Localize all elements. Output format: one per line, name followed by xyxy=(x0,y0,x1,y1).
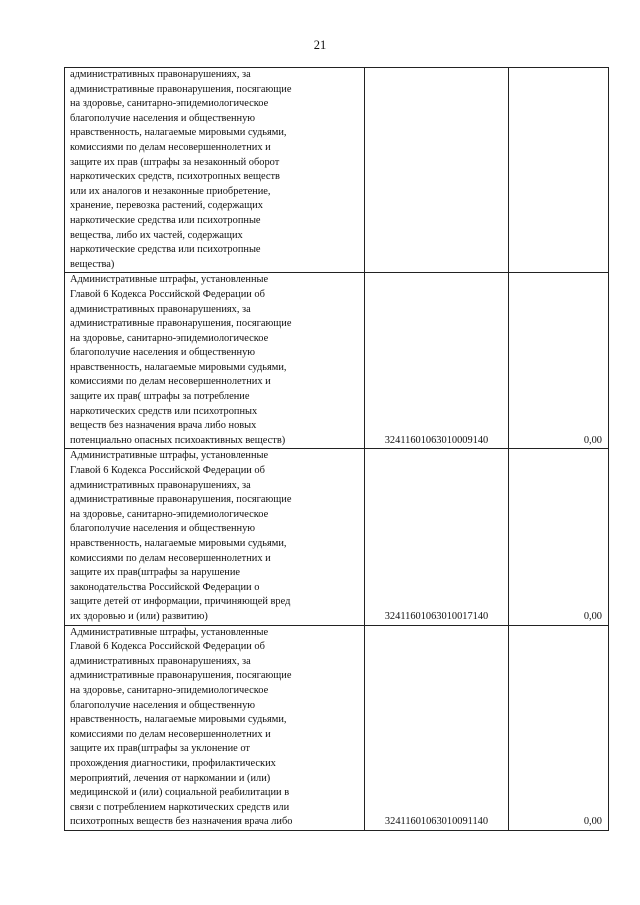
amount-cell: 0,00 xyxy=(509,625,609,830)
budget-revenue-table xyxy=(64,67,609,831)
page-number: 21 xyxy=(313,38,327,52)
description-line: комиссиями по делам несовершеннолетних и xyxy=(70,552,271,564)
description-line: защите их прав(штрафы за уклонение от xyxy=(70,743,250,755)
description-line: мероприятий, лечения от наркомании и (или) xyxy=(70,772,271,784)
description-line: вещества) xyxy=(70,258,115,270)
revenue-description-cell xyxy=(65,273,365,449)
description-line: потенциально опасных психоактивных веществ) xyxy=(70,434,286,446)
description-line: защите их прав(штрафы за нарушение xyxy=(70,567,240,579)
description-line: административные правонарушения, посягающие xyxy=(70,83,292,95)
description-line: законодательства Российской Федерации о xyxy=(70,581,260,593)
description-line: административных правонарушениях, за xyxy=(70,479,251,491)
description-line: на здоровье, санитарно-эпидемиологическое xyxy=(70,98,269,110)
description-line: Главой 6 Кодекса Российской Федерации об xyxy=(70,288,265,300)
description-line: Административные штрафы, установленные xyxy=(70,626,269,638)
description-line: медицинской и (или) социальной реабилитации в xyxy=(70,787,290,799)
amount-cell xyxy=(509,68,609,273)
description-line: наркотические средства или психотропные xyxy=(70,244,261,256)
description-line: административные правонарушения, посягающие xyxy=(70,670,292,682)
description-line: наркотических средств или психотропных xyxy=(70,405,258,417)
description-line: благополучие населения и общественную xyxy=(70,347,256,359)
description-line: нравственность, налагаемые мировыми судьями, xyxy=(70,361,287,373)
amount-cell: 0,00 xyxy=(509,273,609,449)
budget-code-cell: 32411601063010091140 xyxy=(365,625,509,830)
description-line: защите их прав( штрафы за потребление xyxy=(70,391,250,403)
description-line: нравственность, налагаемые мировыми судьями, xyxy=(70,127,287,139)
budget-code-cell: 32411601063010009140 xyxy=(365,273,509,449)
description-line: хранение, перевозка растений, содержащих xyxy=(70,200,263,212)
table-row xyxy=(65,273,609,449)
description-line: благополучие населения и общественную xyxy=(70,523,256,535)
description-line: административных правонарушениях, за xyxy=(70,655,251,667)
description-line: благополучие населения и общественную xyxy=(70,112,256,124)
table-row xyxy=(65,449,609,625)
description-line: на здоровье, санитарно-эпидемиологическое xyxy=(70,332,269,344)
revenue-description-cell xyxy=(65,625,365,830)
amount-cell: 0,00 xyxy=(509,449,609,625)
description-line: вещества, либо их частей, содержащих xyxy=(70,229,243,241)
revenue-description-cell xyxy=(65,449,365,625)
description-line: наркотических средств, психотропных веществ xyxy=(70,171,280,183)
description-line: веществ без назначения врача либо новых xyxy=(70,420,257,432)
table-row xyxy=(65,68,609,273)
budget-code-cell: 32411601063010017140 xyxy=(365,449,509,625)
description-line: их здоровью и (или) развитию) xyxy=(70,610,208,622)
description-line: психотропных веществ без назначения врача либо xyxy=(70,816,293,828)
description-line: на здоровье, санитарно-эпидемиологическое xyxy=(70,684,269,696)
description-line: защите их прав (штрафы за незаконный оборот xyxy=(70,156,280,168)
table-row xyxy=(65,625,609,830)
description-line: Административные штрафы, установленные xyxy=(70,450,269,462)
description-line: нравственность, налагаемые мировыми судьями, xyxy=(70,538,287,549)
description-line: административные правонарушения, посягающие xyxy=(70,318,292,330)
description-line: административных правонарушениях, за xyxy=(70,69,251,80)
budget-code-cell xyxy=(365,68,509,273)
description-line: комиссиями по делам несовершеннолетних и xyxy=(70,376,271,388)
description-line: связи с потреблением наркотических средств или xyxy=(70,801,290,813)
description-line: на здоровье, санитарно-эпидемиологическое xyxy=(70,508,269,520)
description-line: Главой 6 Кодекса Российской Федерации об xyxy=(70,465,265,477)
description-line: защите детей от информации, причиняющей вред xyxy=(70,596,291,608)
description-line: или их аналогов и незаконные приобретение, xyxy=(70,185,271,197)
description-line: Административные штрафы, установленные xyxy=(70,274,269,286)
description-line: комиссиями по делам несовершеннолетних и xyxy=(70,728,271,740)
revenue-description-cell xyxy=(65,68,365,273)
description-line: наркотические средства или психотропные xyxy=(70,214,261,226)
description-line: нравственность, налагаемые мировыми судьями, xyxy=(70,714,287,726)
description-line: административных правонарушениях, за xyxy=(70,303,251,315)
description-line: благополучие населения и общественную xyxy=(70,699,256,711)
description-line: Главой 6 Кодекса Российской Федерации об xyxy=(70,641,265,653)
description-line: прохождения диагностики, профилактических xyxy=(70,757,276,769)
description-line: комиссиями по делам несовершеннолетних и xyxy=(70,141,271,153)
description-line: административные правонарушения, посягающие xyxy=(70,494,292,506)
